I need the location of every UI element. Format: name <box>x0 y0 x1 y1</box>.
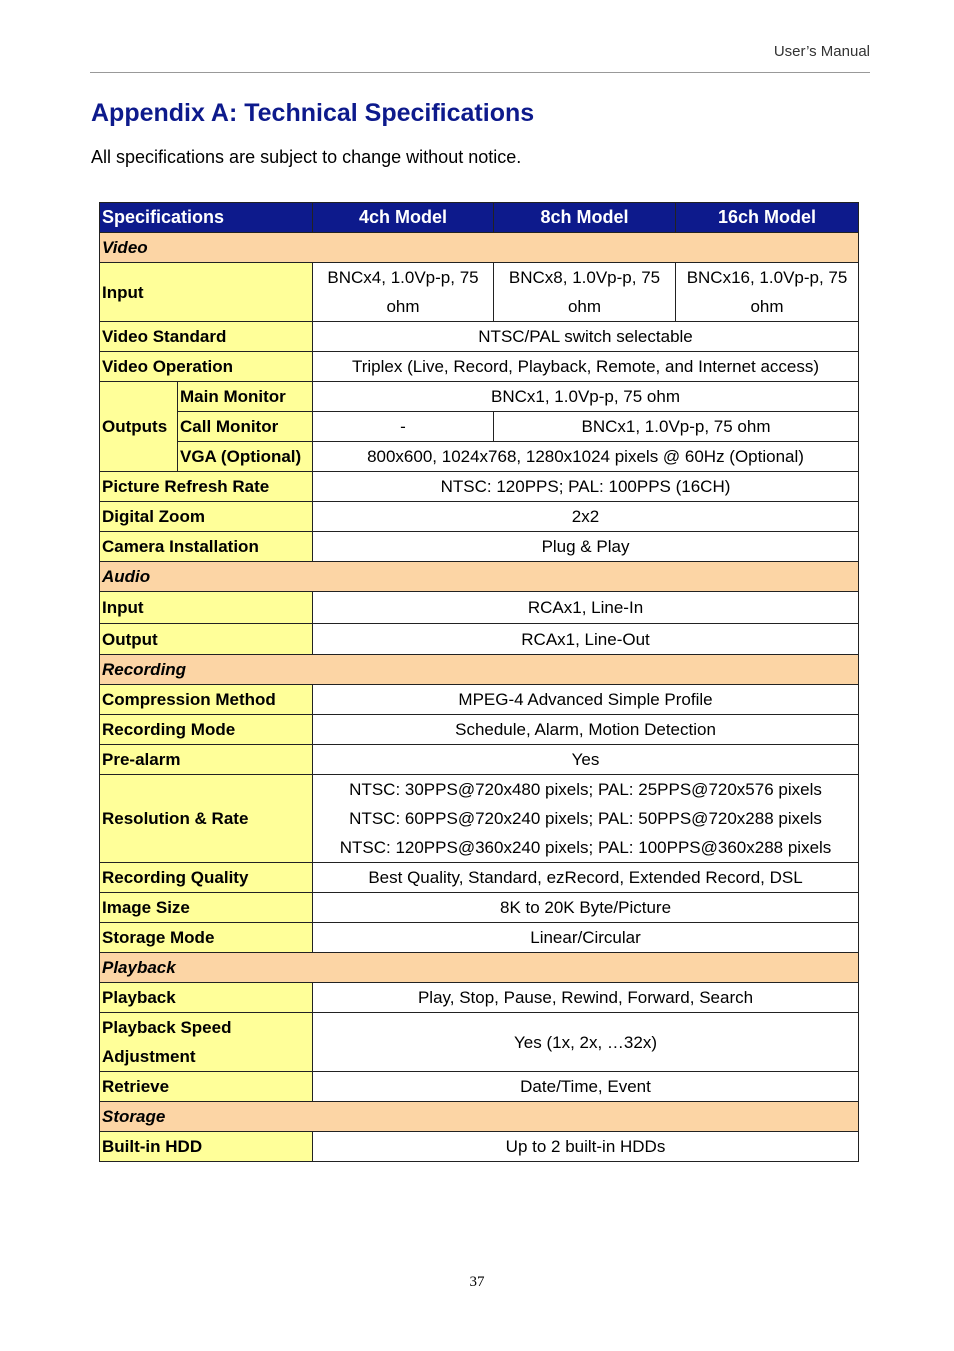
value-vga: 800x600, 1024x768, 1280x1024 pixels @ 60Hz (Optional) <box>313 442 859 472</box>
label-main-monitor: Main Monitor <box>178 382 313 412</box>
label-playback: Playback <box>100 983 313 1013</box>
value-resolution-rate <box>313 775 859 863</box>
page-title: Appendix A: Technical Specifications <box>91 99 535 127</box>
value-call-monitor-4ch: - <box>313 412 494 442</box>
value-pre-alarm: Yes <box>313 745 859 775</box>
value-digital-zoom: 2x2 <box>313 502 859 532</box>
label-call-monitor: Call Monitor <box>178 412 313 442</box>
header-label: User’s Manual <box>773 43 870 60</box>
header-specifications: Specifications <box>100 203 313 233</box>
value-video-operation: Triplex (Live, Record, Playback, Remote, and Internet access) <box>313 352 859 382</box>
table-row <box>100 745 859 775</box>
header-4ch-model: 4ch Model <box>313 203 494 233</box>
table-row <box>100 532 859 562</box>
label-digital-zoom: Digital Zoom <box>100 502 313 532</box>
label-compression: Compression Method <box>100 685 313 715</box>
section-row-storage <box>100 1102 859 1132</box>
value-playback: Play, Stop, Pause, Rewind, Forward, Search <box>313 983 859 1013</box>
value-video-input-8ch: BNCx8, 1.0Vp-p, 75 ohm <box>494 263 676 322</box>
table-row <box>100 442 859 472</box>
value-recording-quality: Best Quality, Standard, ezRecord, Extended Record, DSL <box>313 863 859 893</box>
table-header-row <box>100 203 859 233</box>
label-storage-mode: Storage Mode <box>100 923 313 953</box>
table-row <box>100 322 859 352</box>
section-row-playback <box>100 953 859 983</box>
table-row <box>100 775 859 863</box>
table-row <box>100 983 859 1013</box>
value-video-input-4ch: BNCx4, 1.0Vp-p, 75 ohm <box>313 263 494 322</box>
spec-table <box>99 202 859 1162</box>
table-row <box>100 592 859 624</box>
label-image-size: Image Size <box>100 893 313 923</box>
table-row <box>100 1132 859 1162</box>
value-refresh-rate: NTSC: 120PPS; PAL: 100PPS (16CH) <box>313 472 859 502</box>
value-camera-installation: Plug & Play <box>313 532 859 562</box>
section-row-audio <box>100 562 859 592</box>
value-recording-mode: Schedule, Alarm, Motion Detection <box>313 715 859 745</box>
table-row <box>100 1072 859 1102</box>
label-video-operation: Video Operation <box>100 352 313 382</box>
resolution-line-1: NTSC: 30PPS@720x480 pixels; PAL: 25PPS@720x576 pixels <box>349 780 822 799</box>
label-vga: VGA (Optional) <box>178 442 313 472</box>
table-row <box>100 1013 859 1072</box>
table-row <box>100 624 859 655</box>
label-built-in-hdd: Built-in HDD <box>100 1132 313 1162</box>
section-row-video <box>100 233 859 263</box>
table-row <box>100 382 859 412</box>
label-playback-speed: Playback Speed Adjustment <box>100 1013 313 1072</box>
resolution-line-2: NTSC: 60PPS@720x240 pixels; PAL: 50PPS@720x288 pixels <box>349 809 822 828</box>
value-retrieve: Date/Time, Event <box>313 1072 859 1102</box>
value-built-in-hdd: Up to 2 built-in HDDs <box>313 1132 859 1162</box>
header-rule <box>90 72 870 73</box>
value-audio-input: RCAx1, Line-In <box>313 592 859 624</box>
resolution-line-3: NTSC: 120PPS@360x240 pixels; PAL: 100PPS@360x288 pixels <box>339 838 832 857</box>
value-video-input-16ch: BNCx16, 1.0Vp-p, 75 ohm <box>676 263 859 322</box>
section-playback: Playback <box>100 953 859 983</box>
label-retrieve: Retrieve <box>100 1072 313 1102</box>
label-recording-quality: Recording Quality <box>100 863 313 893</box>
value-playback-speed: Yes (1x, 2x, …32x) <box>313 1013 859 1072</box>
table-row <box>100 352 859 382</box>
value-storage-mode: Linear/Circular <box>313 923 859 953</box>
section-row-recording <box>100 655 859 685</box>
label-audio-output: Output <box>100 624 313 655</box>
table-row <box>100 472 859 502</box>
value-main-monitor: BNCx1, 1.0Vp-p, 75 ohm <box>313 382 859 412</box>
table-row <box>100 263 859 322</box>
section-video: Video <box>100 233 859 263</box>
header-16ch-model: 16ch Model <box>676 203 859 233</box>
label-recording-mode: Recording Mode <box>100 715 313 745</box>
label-video-input: Input <box>100 263 313 322</box>
label-audio-input: Input <box>100 592 313 624</box>
table-row <box>100 893 859 923</box>
value-compression: MPEG-4 Advanced Simple Profile <box>313 685 859 715</box>
label-outputs: Outputs <box>100 382 178 472</box>
page-number: 37 <box>469 1274 485 1290</box>
table-row <box>100 685 859 715</box>
value-image-size: 8K to 20K Byte/Picture <box>313 893 859 923</box>
label-refresh-rate: Picture Refresh Rate <box>100 472 313 502</box>
table-row <box>100 923 859 953</box>
value-video-standard: NTSC/PAL switch selectable <box>313 322 859 352</box>
section-recording: Recording <box>100 655 859 685</box>
table-row <box>100 863 859 893</box>
label-camera-installation: Camera Installation <box>100 532 313 562</box>
header-8ch-model: 8ch Model <box>494 203 676 233</box>
section-storage: Storage <box>100 1102 859 1132</box>
label-pre-alarm: Pre-alarm <box>100 745 313 775</box>
value-call-monitor-other: BNCx1, 1.0Vp-p, 75 ohm <box>494 412 859 442</box>
value-audio-output: RCAx1, Line-Out <box>313 624 859 655</box>
label-resolution-rate: Resolution & Rate <box>100 775 313 863</box>
table-row <box>100 502 859 532</box>
section-audio: Audio <box>100 562 859 592</box>
label-video-standard: Video Standard <box>100 322 313 352</box>
intro-text: All specifications are subject to change without notice. <box>91 147 522 167</box>
table-row <box>100 715 859 745</box>
table-row <box>100 412 859 442</box>
